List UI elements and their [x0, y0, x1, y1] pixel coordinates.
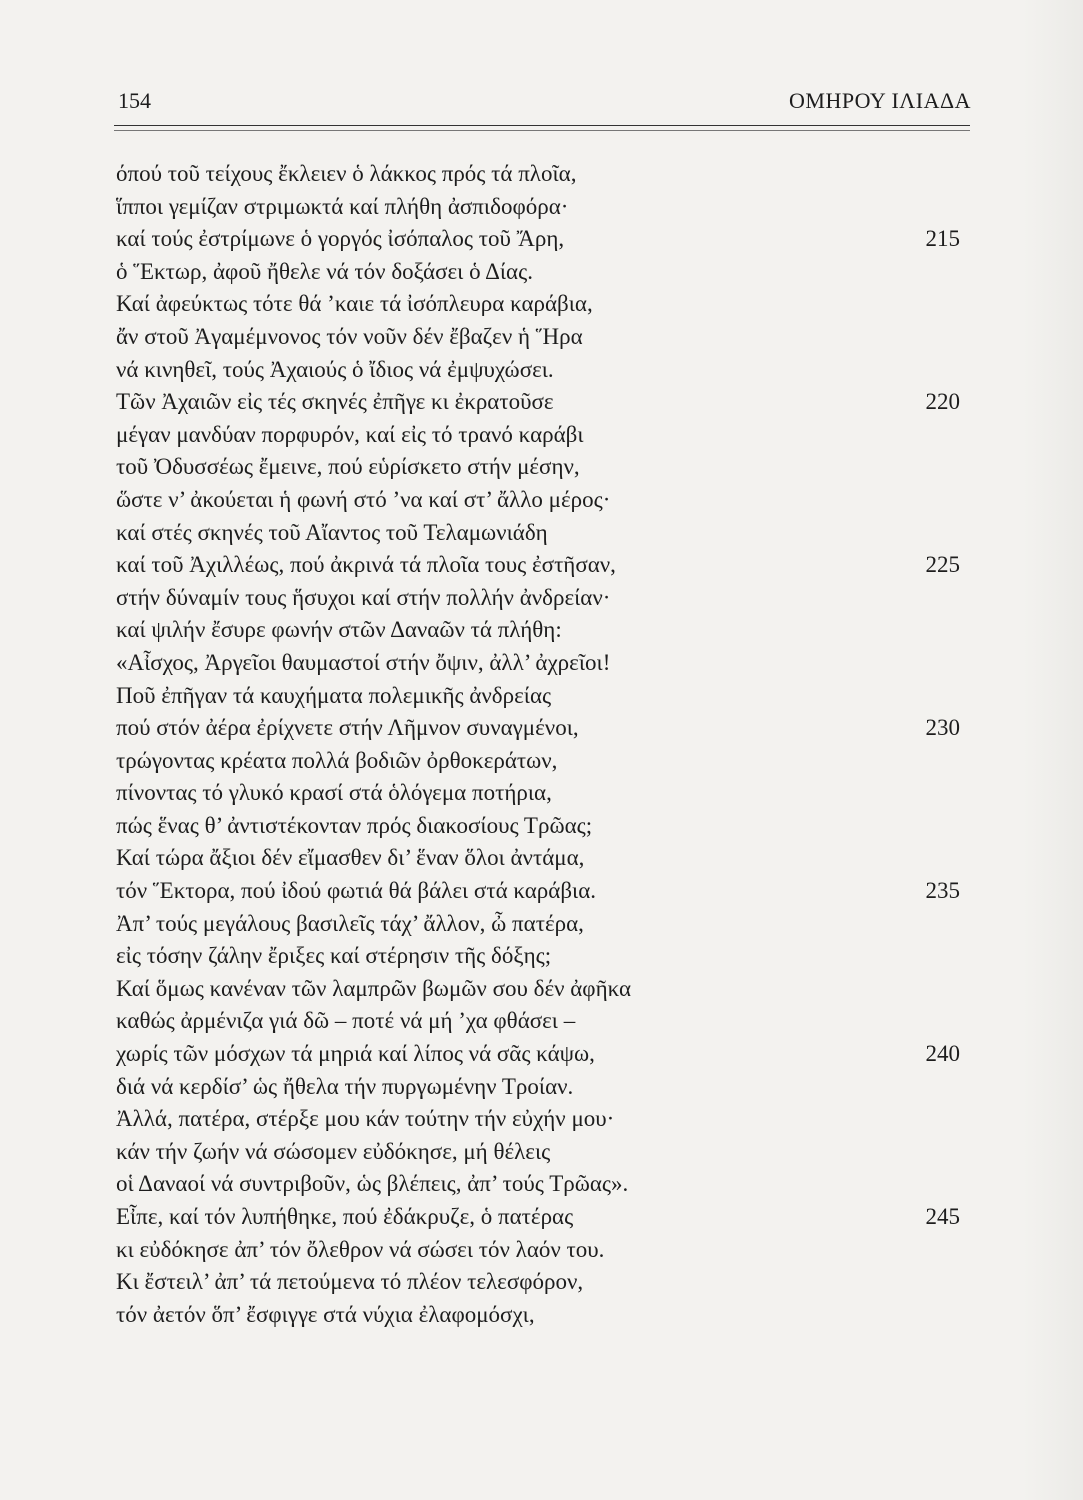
- verse-line: [116, 1136, 976, 1169]
- verse-line: [116, 223, 976, 256]
- verse-line: [116, 908, 976, 941]
- verse-line: [116, 940, 976, 973]
- line-number: 240: [925, 1041, 960, 1067]
- verse-line: [116, 1038, 976, 1071]
- verse-line: [116, 614, 976, 647]
- verse-line: [116, 1201, 976, 1234]
- verse-line: [116, 1071, 976, 1104]
- verse-line: [116, 158, 976, 191]
- verse-line: [116, 680, 976, 713]
- verse-text: χωρίς τῶν μόσχων τά μηριά καί λίπος νά σᾶς κάψω,: [116, 1041, 595, 1067]
- verse-text: μέγαν μανδύαν πορφυρόν, καί εἰς τό τρανό καράβι: [116, 421, 584, 447]
- verse-line: [116, 288, 976, 321]
- verse-text: καί ψιλήν ἔσυρε φωνήν στῶν Δαναῶν τά πλήθη:: [116, 617, 562, 643]
- verse-line: [116, 1234, 976, 1267]
- verse-text: πού στόν ἀέρα ἐρίχνετε στήν Λῆμνον συναγμένοι,: [116, 715, 579, 741]
- verse-text: ὥστε ν’ ἀκούεται ἡ φωνή στό ’να καί στ’ ἄλλο μέρος·: [116, 486, 611, 512]
- verse-line: [116, 1168, 976, 1201]
- verse-line: [116, 354, 976, 387]
- verse-text: «Αἶσχος, Ἀργεῖοι θαυμαστοί στήν ὄψιν, ἀλλ’ ἀχρεῖοι!: [116, 649, 611, 675]
- header-rule: [114, 125, 970, 126]
- verse-text: Ποῦ ἐπῆγαν τά καυχήματα πολεμικῆς ἀνδρείας: [116, 682, 552, 708]
- verse-line: [116, 745, 976, 778]
- verse-line: [116, 647, 976, 680]
- verse-text: Καί τώρα ἄξιοι δέν εἴμασθεν δι’ ἕναν ὅλοι ἀντάμα,: [116, 845, 585, 871]
- verse-line: [116, 484, 976, 517]
- verse-text: στήν δύναμίν τους ἥσυχοι καί στήν πολλήν ἀνδρείαν·: [116, 584, 611, 610]
- verse-text: τοῦ Ὀδυσσέως ἔμεινε, πού εὑρίσκετο στήν μέσην,: [116, 454, 580, 480]
- verse-text: τόν Ἕκτορα, πού ἰδού φωτιά θά βάλει στά καράβια.: [116, 878, 597, 904]
- line-number: 215: [925, 226, 960, 252]
- verse-text: ὁ Ἕκτωρ, ἀφοῦ ἤθελε νά τόν δοξάσει ὁ Δίας.: [116, 258, 533, 284]
- verse-text: Καί ὅμως κανέναν τῶν λαμπρῶν βωμῶν σου δέν ἀφῆκα: [116, 975, 632, 1001]
- page-header: [118, 88, 971, 128]
- verse-text: πώς ἕνας θ’ ἀντιστέκονταν πρός διακοσίους Τρῶας;: [116, 812, 593, 838]
- verse-text: καί τούς ἐστρίμωνε ὁ γοργός ἰσόπαλος τοῦ Ἄρη,: [116, 226, 565, 252]
- running-title: ΟΜΗΡΟΥ ΙΛΙΑΔΑ: [789, 88, 971, 113]
- verse-line: [116, 875, 976, 908]
- verse-line: [116, 517, 976, 550]
- verse-text: Κι ἔστειλ’ ἀπ’ τά πετούμενα τό πλέον τελεσφόρον,: [116, 1269, 584, 1295]
- verse-line: [116, 419, 976, 452]
- header-rule-secondary: [114, 130, 970, 131]
- verse-text: Ἀπ’ τούς μεγάλους βασιλεῖς τάχ’ ἄλλον, ὦ πατέρα,: [116, 910, 584, 936]
- verse-line: [116, 1266, 976, 1299]
- verse-text: ἄν στοῦ Ἀγαμέμνονος τόν νοῦν δέν ἔβαζεν ἡ Ἥρα: [116, 323, 583, 349]
- verse-line: [116, 582, 976, 615]
- verse-text: νά κινηθεῖ, τούς Ἀχαιούς ὁ ἴδιος νά ἐμψυχώσει.: [116, 356, 554, 382]
- verse-line: [116, 842, 976, 875]
- page-number: 154: [118, 88, 151, 113]
- verse-text: διά νά κερδίσ’ ὡς ἤθελα τήν πυργωμένην Τροίαν.: [116, 1073, 574, 1099]
- verse-line: [116, 810, 976, 843]
- verse-line: [116, 973, 976, 1006]
- verse-text: τρώγοντας κρέατα πολλά βοδιῶν ὀρθοκεράτων,: [116, 747, 558, 773]
- verse-line: [116, 321, 976, 354]
- line-number: 220: [925, 389, 960, 415]
- verse-text: καί τοῦ Ἀχιλλέως, πού ἀκρινά τά πλοῖα τους ἐστῆσαν,: [116, 552, 616, 578]
- verse-text: Τῶν Ἀχαιῶν εἰς τές σκηνές ἐπῆγε κι ἐκρατοῦσε: [116, 389, 554, 415]
- verse-line: [116, 256, 976, 289]
- verse-line: [116, 712, 976, 745]
- verse-line: [116, 777, 976, 810]
- verse-text: καί στές σκηνές τοῦ Αἴαντος τοῦ Τελαμωνιάδη: [116, 519, 548, 545]
- verse-text: κι εὐδόκησε ἀπ’ τόν ὄλεθρον νά σώσει τόν λαόν του.: [116, 1236, 605, 1262]
- verse-line: [116, 451, 976, 484]
- line-number: 230: [925, 715, 960, 741]
- verse-text: όπού τοῦ τείχους ἔκλειεν ὁ λάκκος πρός τά πλοῖα,: [116, 161, 577, 186]
- verse-text: κάν τήν ζωήν νά σώσομεν εὐδόκησε, μή θέλεις: [116, 1138, 551, 1164]
- verse-text: πίνοντας τό γλυκό κρασί στά ὁλόγεμα ποτήρια,: [116, 780, 552, 806]
- verse-line: [116, 386, 976, 419]
- line-number: 245: [925, 1204, 960, 1229]
- verse-text: Καί ἀφεύκτως τότε θά ’καιε τά ἰσόπλευρα καράβια,: [116, 291, 593, 317]
- verse-text: οἱ Δαναοί νά συντριβοῦν, ὡς βλέπεις, ἀπ’ τούς Τρῶας».: [116, 1171, 629, 1197]
- line-number: 225: [925, 552, 960, 578]
- verse-line: [116, 1299, 976, 1332]
- verse-line: [116, 549, 976, 582]
- verse-text: εἰς τόσην ζάλην ἔριξες καί στέρησιν τῆς δόξης;: [116, 943, 552, 969]
- verse-text: Ἀλλά, πατέρα, στέρξε μου κάν τούτην τήν εὐχήν μου·: [116, 1106, 615, 1132]
- verse-list: [116, 158, 976, 1331]
- verse-text: καθώς ἀρμένιζα γιά δῶ – ποτέ νά μή ’χα φθάσει –: [116, 1008, 576, 1034]
- line-number: 235: [925, 878, 960, 904]
- verse-line: [116, 191, 976, 224]
- verse-text: Εἶπε, καί τόν λυπήθηκε, πού ἐδάκρυζε, ὁ πατέρας: [116, 1204, 574, 1229]
- verse-line: [116, 1103, 976, 1136]
- page-edge-shadow: [1023, 0, 1083, 1500]
- verse-text: τόν ἀετόν ὅπ’ ἔσφιγγε στά νύχια ἐλαφομόσχι,: [116, 1301, 535, 1327]
- verse-text: ἵπποι γεμίζαν στριμωκτά καί πλήθη ἀσπιδοφόρα·: [116, 193, 569, 219]
- verse-line: [116, 1005, 976, 1038]
